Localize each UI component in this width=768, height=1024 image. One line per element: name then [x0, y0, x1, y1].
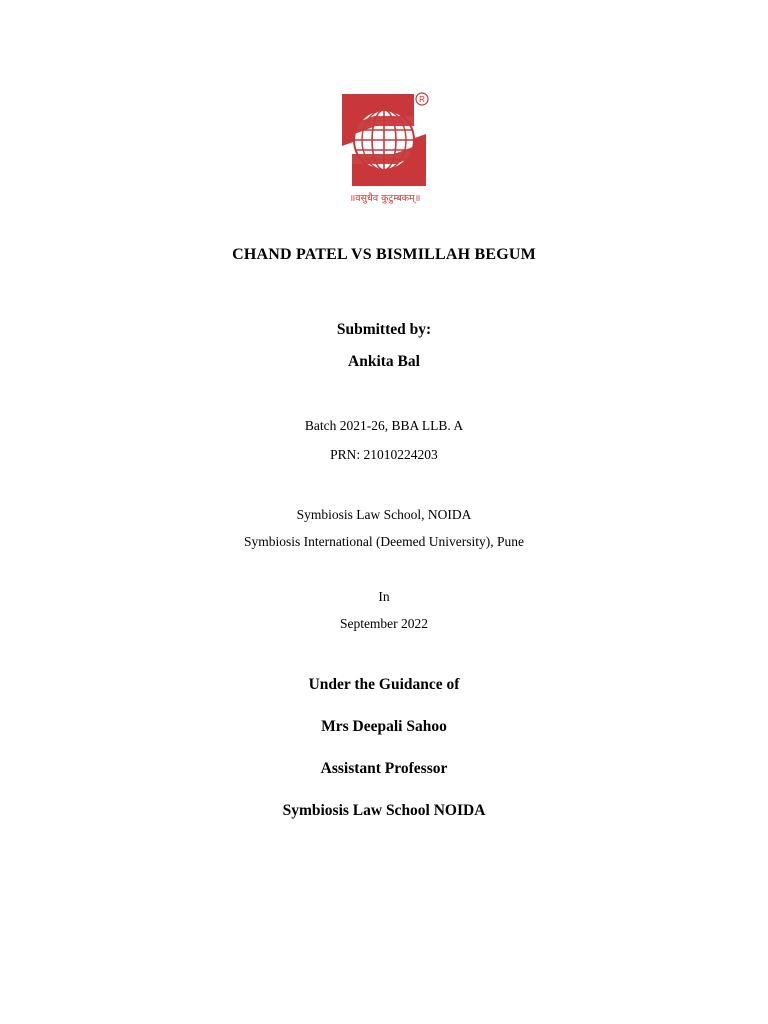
- submitted-by-label: Submitted by:: [336, 321, 432, 338]
- logo-motto: ॥वसुधैव कुटुम्बकम्॥: [349, 193, 421, 204]
- in-label: In: [378, 589, 390, 604]
- batch-info: Batch 2021-26, BBA LLB. A: [304, 418, 464, 433]
- document-title: CHAND PATEL VS BISMILLAH BEGUM: [232, 246, 536, 263]
- guide-name: Mrs Deepali Sahoo: [321, 718, 447, 735]
- guide-title: Assistant Professor: [320, 760, 448, 777]
- school-name: Symbiosis Law School, NOIDA: [296, 507, 472, 522]
- guide-school: Symbiosis Law School NOIDA: [282, 802, 486, 819]
- university-name: Symbiosis International (Deemed University), Pune: [243, 534, 525, 549]
- submission-date: September 2022: [339, 616, 429, 631]
- author-name: Ankita Bal: [348, 353, 420, 370]
- symbiosis-logo: [330, 88, 440, 206]
- prn-number: PRN: 21010224203: [330, 447, 438, 462]
- registered-mark-letter: R: [419, 95, 425, 104]
- guidance-label: Under the Guidance of: [308, 676, 460, 693]
